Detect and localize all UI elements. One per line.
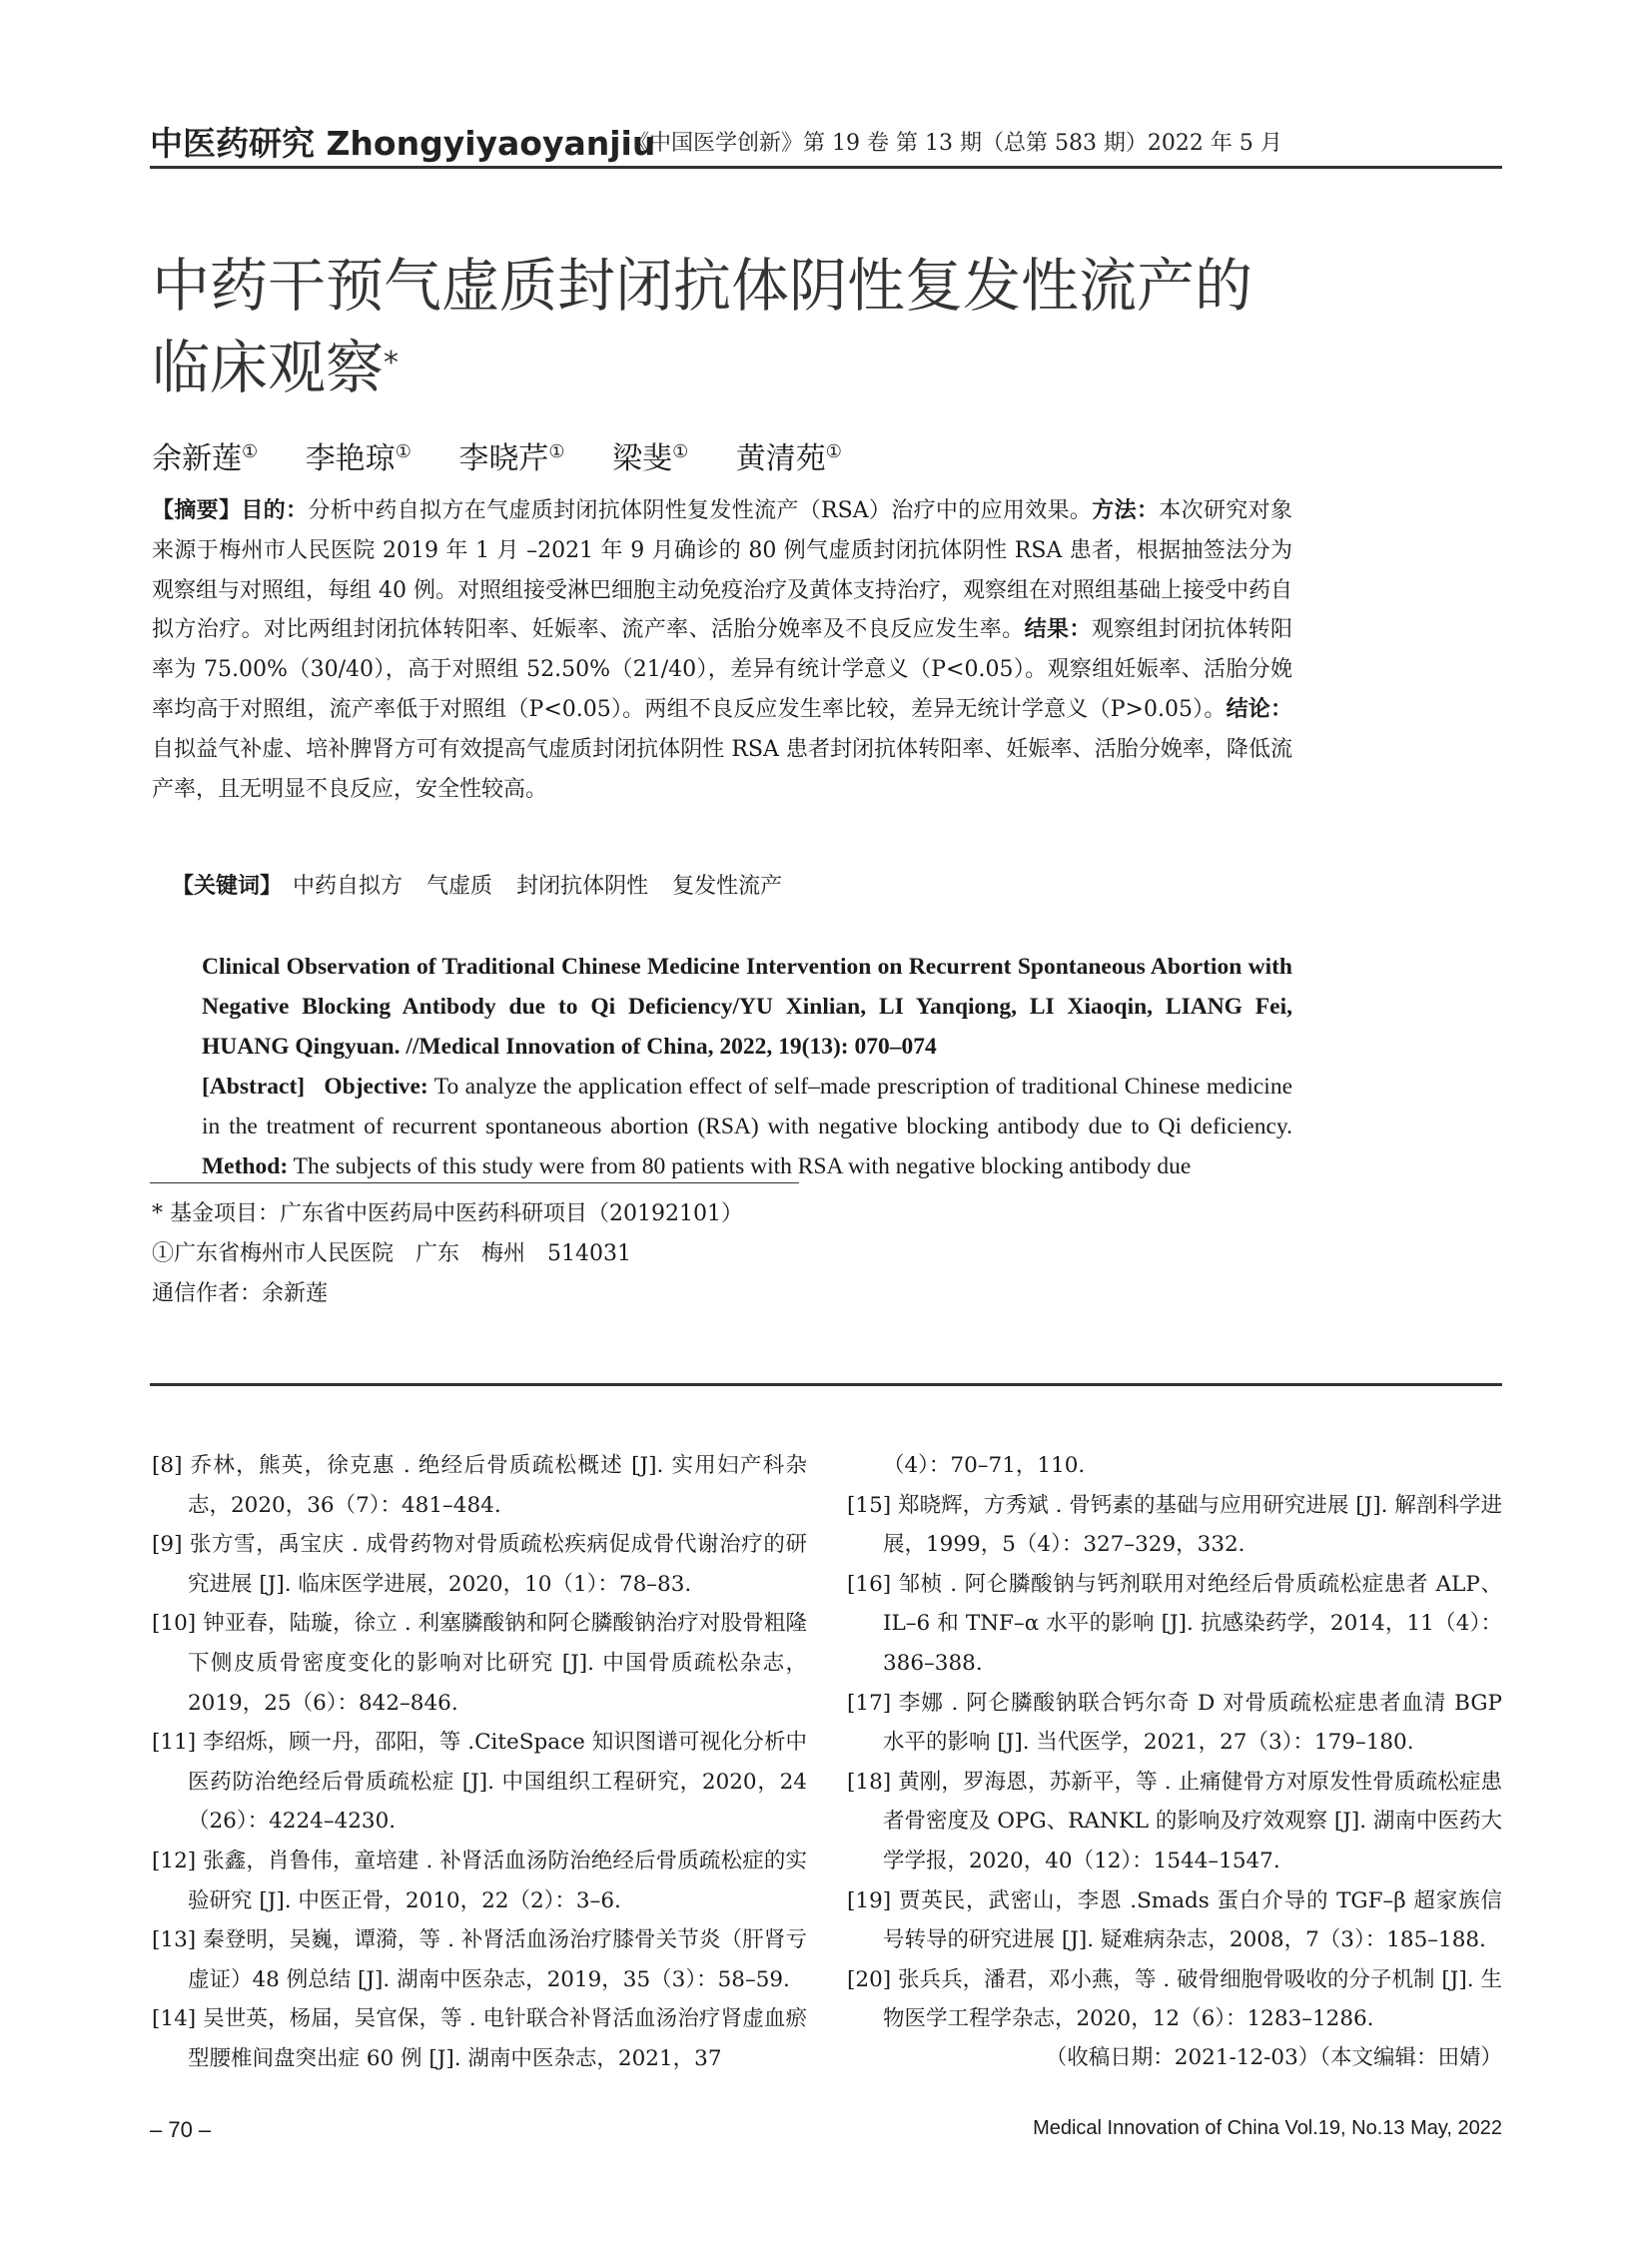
- en-method-label: Method:: [202, 1153, 289, 1179]
- reference-continuation: （4）：70–71，110.: [883, 1453, 1086, 1478]
- author-affiliation-mark: ①: [242, 441, 259, 462]
- english-title-citation: [152, 947, 1292, 1067]
- abstract-method-label: 方法：: [1092, 498, 1160, 523]
- keyword: 中药自拟方: [293, 874, 404, 899]
- abstract-method-text: 本次研究对象来源于梅州市人民医院 2019 年 1 月 –2021 年 9 月确诊的 80 例气虚质封闭抗体阴性 RSA 患者，根据抽签法分为观察组与对照组，每组 40 例。对照组接受淋巴细胞主动免疫治疗及黄体支持治疗，观察组在对照组基础上接受中药自拟方治疗。对比两组封闭抗体转阳率、妊娠率、流产率、活胎分娩率及不良反应发生率。: [152, 498, 1292, 643]
- en-method-text: The subjects of this study were from 80 patients with RSA with negative blocking antibody due: [293, 1153, 1192, 1179]
- reference-item: [16] 邹桢 . 阿仑膦酸钠与钙剂联用对绝经后骨质疏松症患者 ALP、IL–6 和 TNF–α 水平的影响 [J]. 抗感染药学，2014，11（4）：386–388.: [847, 1571, 1502, 1676]
- running-header-journal: 《中国医学创新》第 19 卷 第 13 期（总第 583 期）2022 年 5 月: [627, 131, 1282, 156]
- footnote-affiliation: ①广东省梅州市人民医院 广东 梅州 514031: [152, 1241, 631, 1266]
- reference-item: [17] 李娜 . 阿仑膦酸钠联合钙尔奇 D 对骨质疏松症患者血清 BGP 水平的影响 [J]. 当代医学，2021，27（3）：179–180.: [847, 1690, 1502, 1756]
- author-list: [152, 433, 880, 477]
- en-objective-label: Objective:: [324, 1074, 428, 1100]
- author-name: 李晓芹: [458, 441, 549, 476]
- title-footnote-mark: *: [384, 346, 400, 380]
- journal-footer: Medical Innovation of China Vol.19, No.13 May, 2022: [1033, 2117, 1502, 2139]
- abstract-result-text: 观察组封闭抗体转阳率为 75.00%（30/40），高于对照组 52.50%（21/40），差异有统计学意义（P<0.05）。观察组妊娠率、活胎分娩率均高于对照组，流产率低于对照组（P<0.05）。两组不良反应发生率比较，差异无统计学意义（P>0.05）。: [152, 617, 1292, 722]
- footnote-funding: * 基金项目：广东省中医药局中医药科研项目（20192101）: [152, 1201, 743, 1226]
- english-title-text: Clinical Observation of Traditional Chinese Medicine Intervention on Recurrent Spontaneous Abortion with Negative Blocking Antibody due to Qi Deficiency/YU Xinlian, LI Yanqiong, LI Xiaoqin, LIANG Fei, HUANG Qingyuan. //Medical Innovation of China, 2022, 19(13): 070–074: [202, 954, 1292, 1060]
- abstract-result-label: 结果：: [1024, 617, 1092, 643]
- title-text: 中药干预气虚质封闭抗体阴性复发性流产的临床观察: [152, 252, 1253, 401]
- keyword: 复发性流产: [672, 874, 783, 899]
- keyword: 封闭抗体阴性: [516, 874, 649, 899]
- reference-item: [13] 秦登明，吴巍，谭漪，等 . 补肾活血汤治疗膝骨关节炎（肝肾亏虚证）48 例总结 [J]. 湖南中医杂志，2019，35（3）：58–59.: [152, 1927, 807, 1992]
- abstract-label: 【摘要】: [152, 498, 242, 523]
- author: [152, 441, 258, 476]
- en-objective-text: To analyze the application effect of self–made prescription of traditional Chinese medicine in the treatment of recurrent spontaneous abortion (RSA) with negative blocking antibody due to Qi deficiency.: [202, 1074, 1293, 1139]
- reference-item: [10] 钟亚春，陆璇，徐立 . 利塞膦酸钠和阿仑膦酸钠治疗对股骨粗隆下侧皮质骨密度变化的影响对比研究 [J]. 中国骨质疏松杂志，2019，25（6）：842–846.: [152, 1611, 807, 1716]
- reference-item: [12] 张鑫，肖鲁伟，童培建 . 补肾活血汤防治绝经后骨质疏松症的实验研究 [J]. 中医正骨，2010，22（2）：3–6.: [152, 1848, 807, 1913]
- references-right-column: [847, 1446, 1502, 2039]
- footnotes: [152, 1194, 743, 1314]
- running-header-section: 中医药研究 Zhongyiyaoyanjiu: [150, 124, 656, 163]
- abstract-conclusion-label: 结论：: [1226, 696, 1292, 722]
- author-name: 余新莲: [152, 441, 242, 476]
- reference-item: [19] 贾英民，武密山，李恩 .Smads 蛋白介导的 TGF–β 超家族信号转导的研究进展 [J]. 疑难病杂志，2008，7（3）：185–188.: [847, 1887, 1502, 1953]
- reference-item: [15] 郑晓辉，方秀斌 . 骨钙素的基础与应用研究进展 [J]. 解剖科学进展，1999，5（4）：327–329，332.: [847, 1492, 1502, 1558]
- footnote-corresponding-author: 通信作者：余新莲: [152, 1281, 329, 1306]
- abstract-objective-text: 分析中药自拟方在气虚质封闭抗体阴性复发性流产（RSA）治疗中的应用效果。: [308, 498, 1093, 523]
- reference-item: [20] 张兵兵，潘君，邓小燕，等 . 破骨细胞骨吸收的分子机制 [J]. 生物医学工程学杂志，2020，12（6）：1283–1286.: [847, 1966, 1502, 2032]
- abstract-objective-label: 目的：: [241, 498, 309, 523]
- keywords-label: 【关键词】: [172, 874, 272, 899]
- reference-item: [18] 黄刚，罗海恩，苏新平，等 . 止痛健骨方对原发性骨质疏松症患者骨密度及 OPG、RANKL 的影响及疗效观察 [J]. 湖南中医药大学学报，2020，40（12）：1544–1547.: [847, 1769, 1502, 1873]
- author-name: 梁斐: [612, 441, 673, 476]
- chinese-abstract: [152, 491, 1292, 809]
- author: [736, 441, 842, 476]
- reference-item: [14] 吴世英，杨届，吴官保，等 . 电针联合补肾活血汤治疗肾虚血瘀型腰椎间盘突出症 60 例 [J]. 湖南中医杂志，2021，37: [152, 2006, 807, 2071]
- page-number: – 70 –: [150, 2117, 212, 2142]
- author-name: 黄清苑: [735, 441, 826, 476]
- reference-item: [11] 李绍烁，顾一丹，邵阳，等 .CiteSpace 知识图谱可视化分析中医药防治绝经后骨质疏松症 [J]. 中国组织工程研究，2020，24（26）：4224–4230.: [152, 1730, 807, 1835]
- keyword: 气虚质: [426, 874, 493, 899]
- english-abstract: [152, 1067, 1292, 1186]
- chinese-keywords: [172, 869, 806, 900]
- author-affiliation-mark: ①: [825, 441, 842, 462]
- section-rule: [150, 1383, 1502, 1386]
- received-date-note: （收稿日期：2021-12-03）（本文编辑：田婧）: [1045, 2045, 1502, 2070]
- references-left-column: [152, 1446, 807, 2079]
- author: [306, 441, 412, 476]
- author: [458, 441, 564, 476]
- author-affiliation-mark: ①: [672, 441, 689, 462]
- abstract-conclusion-text: 自拟益气补虚、培补脾肾方可有效提高气虚质封闭抗体阴性 RSA 患者封闭抗体转阳率、妊娠率、活胎分娩率，降低流产率，且无明显不良反应，安全性较高。: [152, 736, 1292, 802]
- footnote-rule: [150, 1182, 799, 1183]
- author-name: 李艳琼: [305, 441, 396, 476]
- header-rule: [150, 166, 1502, 169]
- author: [612, 441, 688, 476]
- reference-item: [8] 乔林，熊英，徐克惠 . 绝经后骨质疏松概述 [J]. 实用妇产科杂志，2020，36（7）：481–484.: [152, 1453, 807, 1518]
- reference-item: [9] 张方雪，禹宝庆 . 成骨药物对骨质疏松疾病促成骨代谢治疗的研究进展 [J]. 临床医学进展，2020，10（1）：78–83.: [152, 1532, 807, 1597]
- author-affiliation-mark: ①: [548, 441, 565, 462]
- author-affiliation-mark: ①: [395, 441, 412, 462]
- article-title: [152, 245, 1300, 408]
- en-abstract-label: [Abstract]: [202, 1074, 306, 1100]
